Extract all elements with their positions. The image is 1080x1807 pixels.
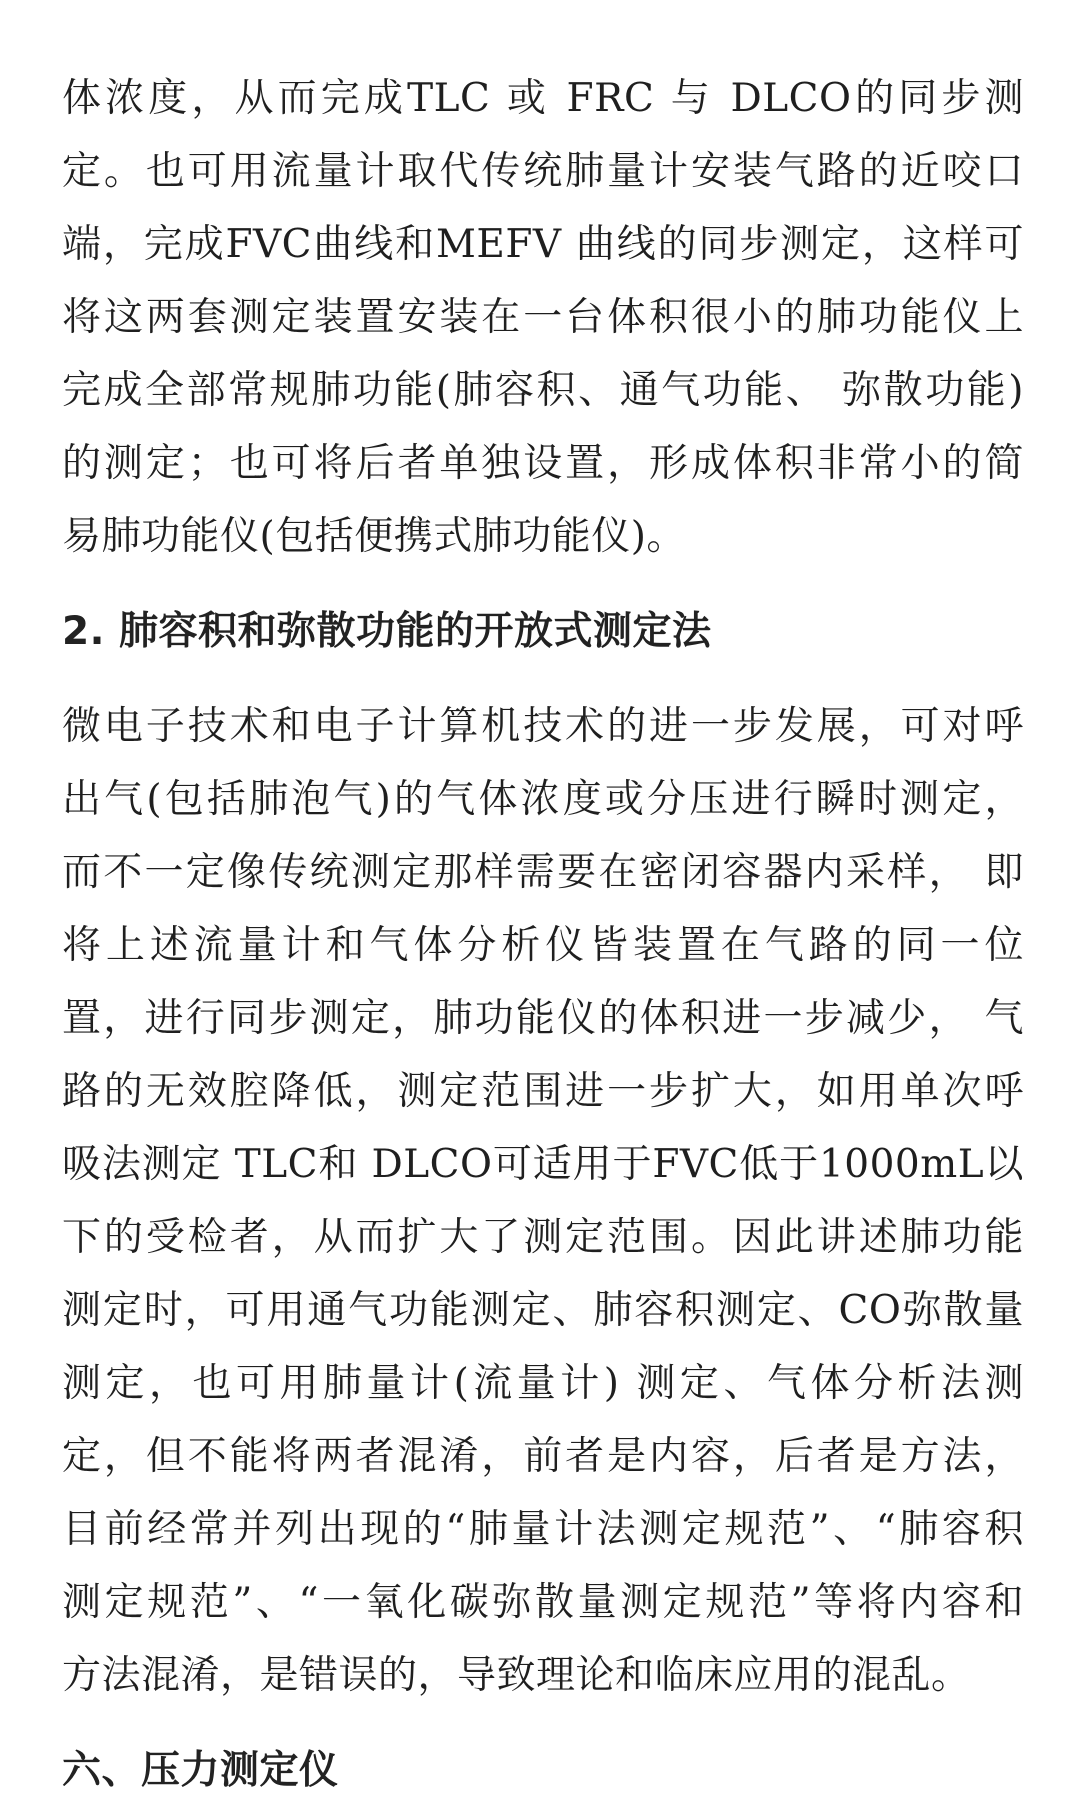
text-line: 测定时，可用通气功能测定、肺容积测定、CO弥散量	[62, 1288, 1024, 1333]
text-line: 目前经常并列出现的“肺量计法测定规范”、“肺容积	[62, 1507, 1024, 1552]
text-line: 置，进行同步测定，肺功能仪的体积进一步减少， 气	[62, 996, 1024, 1041]
text-line: 测定规范”、“一氧化碳弥散量测定规范”等将内容和	[62, 1580, 1024, 1625]
text-line: 将上述流量计和气体分析仪皆装置在气路的同一位	[62, 923, 1024, 968]
text-line: 端，完成FVC曲线和MEFV 曲线的同步测定，这样可	[62, 222, 1024, 267]
section-heading-6: 六、压力测定仪	[62, 1748, 339, 1793]
text-line: 出气(包括肺泡气)的气体浓度或分压进行瞬时测定，	[62, 777, 1024, 822]
text-line: 定。也可用流量计取代传统肺量计安装气路的近咬口	[62, 149, 1024, 194]
text-line: 完成全部常规肺功能(肺容积、通气功能、 弥散功能)	[62, 368, 1024, 413]
text-line: 定，但不能将两者混淆，前者是内容，后者是方法，	[62, 1434, 1024, 1479]
document-page	[62, 62, 1024, 1807]
text-line: 易肺功能仪(包括便携式肺功能仪)。	[62, 514, 686, 559]
text-line: 测定，也可用肺量计(流量计) 测定、气体分析法测	[62, 1361, 1024, 1406]
text-line: 将这两套测定装置安装在一台体积很小的肺功能仪上	[62, 295, 1024, 340]
section-heading-2: 2. 肺容积和弥散功能的开放式测定法	[62, 609, 712, 654]
text-line: 方法混淆，是错误的，导致理论和临床应用的混乱。	[62, 1653, 971, 1698]
paragraph-1	[62, 62, 1024, 573]
paragraph-2	[62, 690, 1024, 1712]
text-line: 体浓度，从而完成TLC 或 FRC 与 DLCO的同步测	[62, 76, 1024, 121]
text-line: 的测定；也可将后者单独设置，形成体积非常小的简	[62, 441, 1024, 486]
text-line: 吸法测定 TLC和 DLCO可适用于FVC低于1000mL以	[62, 1142, 1024, 1187]
text-line: 微电子技术和电子计算机技术的进一步发展，可对呼	[62, 704, 1024, 749]
text-line: 而不一定像传统测定那样需要在密闭容器内采样， 即	[62, 850, 1024, 895]
text-line: 路的无效腔降低，测定范围进一步扩大，如用单次呼	[62, 1069, 1024, 1114]
text-line: 下的受检者，从而扩大了测定范围。因此讲述肺功能	[62, 1215, 1024, 1260]
